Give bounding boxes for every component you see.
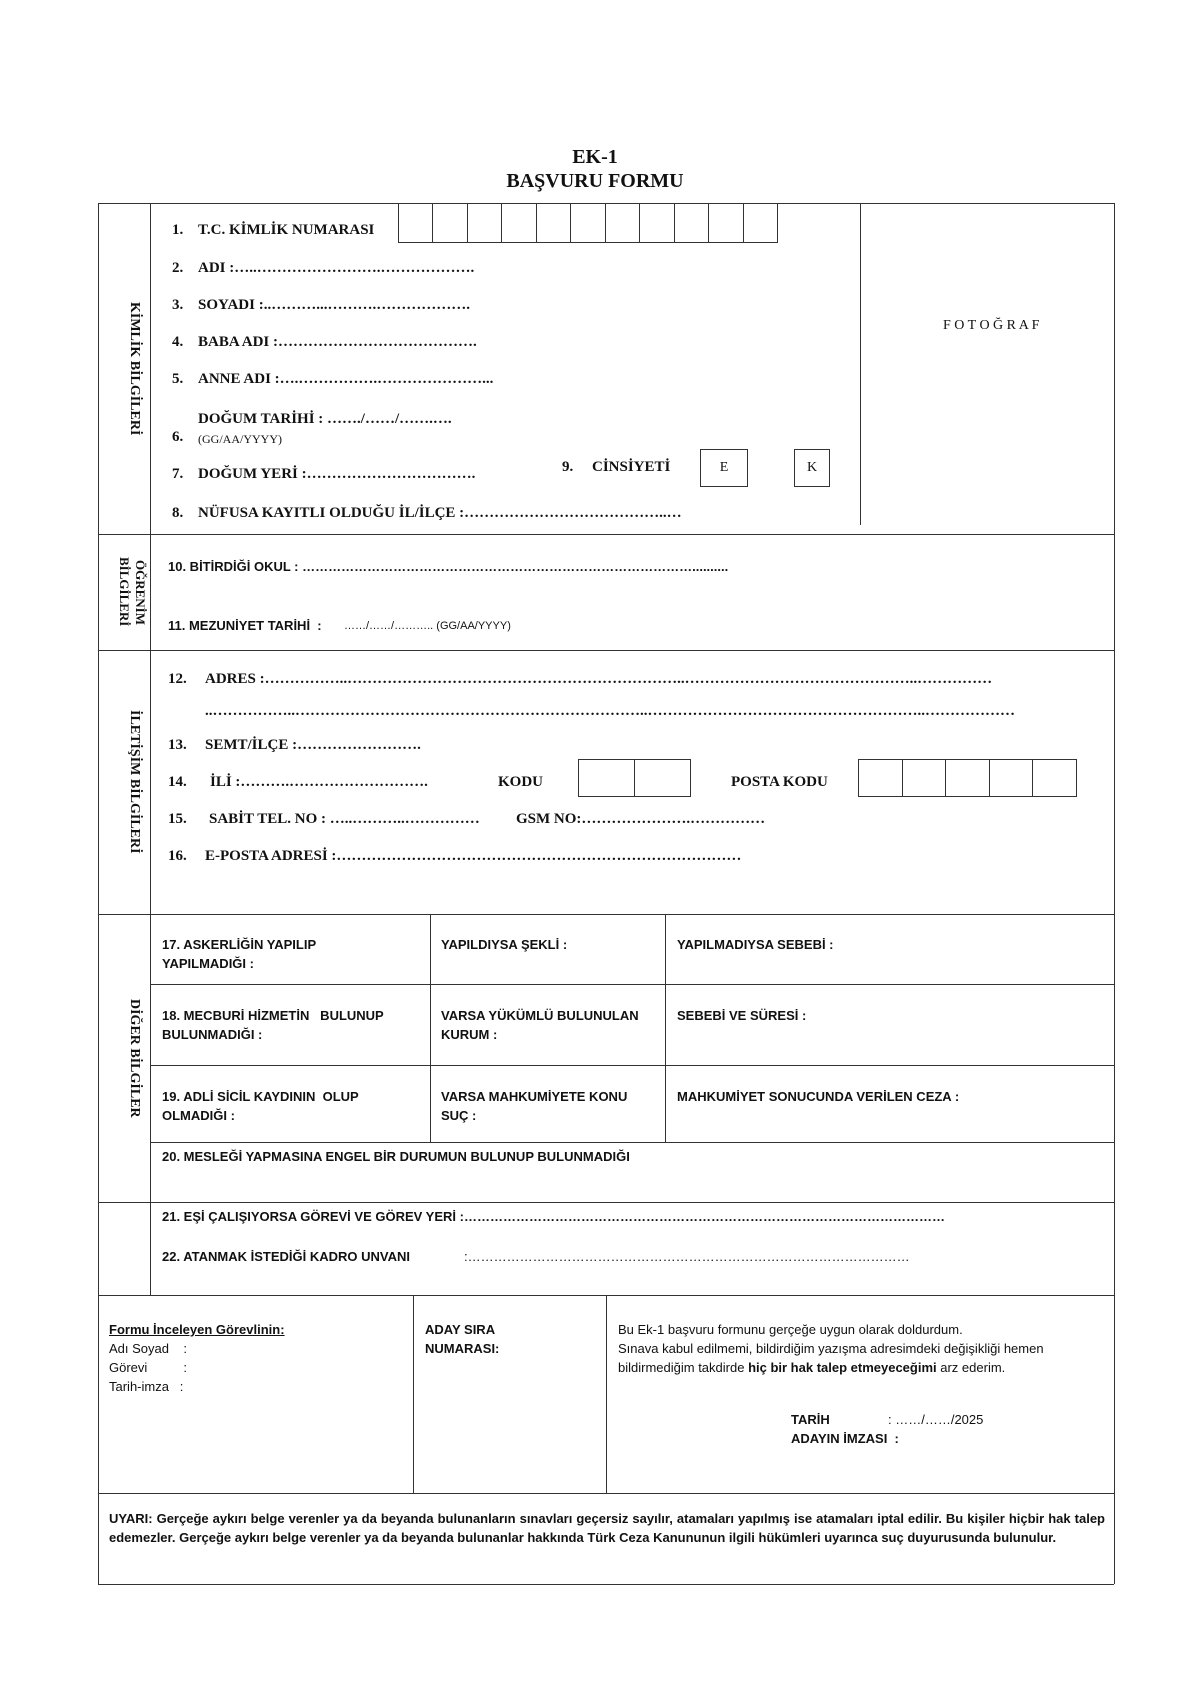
field-esi-gorevi: 21. EŞİ ÇALIŞIYORSA GÖREVİ VE GÖREV YERİ :………………………………………………………………………………………………… <box>162 1209 945 1224</box>
field-baba-adi: 4. BABA ADI :…………………………………. <box>172 334 477 350</box>
cell-yapilmadiysa-sebebi: YAPILMADIYSA SEBEBİ : <box>677 937 834 952</box>
field-bitirdigi-okul: 10. BİTİRDİĞİ OKUL : ……………………………………………………………………………….......... <box>168 559 729 574</box>
cinsiyet-k-box[interactable]: K <box>794 449 830 487</box>
cell-verilen-ceza: MAHKUMİYET SONUCUNDA VERİLEN CEZA : <box>677 1089 960 1104</box>
beyan-line-3: bildirmediğim takdirde hiç bir hak talep etmeyeceğimi arz ederim. <box>618 1360 1006 1375</box>
field-gsm: GSM NO:………………….…………… <box>516 811 766 827</box>
field-mezuniyet-tarihi: 11. MEZUNİYET TARİHİ : <box>168 618 322 633</box>
kodu-boxes[interactable] <box>578 759 691 797</box>
aday-sira-numarasi: ADAY SIRA NUMARASI: <box>425 1322 500 1356</box>
mezuniyet-tarihi-value: ……/……/……….. (GG/AA/YYYY) <box>344 620 511 632</box>
adayin-imzasi: ADAYIN İMZASI : <box>791 1431 899 1446</box>
field-sabit-tel: 15. SABİT TEL. NO : …..………..…………… <box>168 811 480 827</box>
gorevli-fields: Adı Soyad : Görevi : Tarih-imza : <box>109 1341 188 1394</box>
cell-mahkumiyet-suc: VARSA MAHKUMİYETE KONU SUÇ : <box>441 1089 628 1123</box>
dogum-tarihi-format: (GG/AA/YYYY) <box>198 432 282 446</box>
uyari-notice: UYARI: Gerçeğe aykırı belge verenler ya da beyanda bulunanların sınavları geçersiz sayılır, atamaları yapılmış ise atamaları iptal edilir. Bu kişiler hiçbir hak talep edemezler. Gerçeğe aykırı belge verenler ya da beyanda bulunanlar hakkında Türk Ceza Kanununun ilgili hükümleri uyarınca suç duyurusunda bulunulur. <box>109 1511 1105 1545</box>
section-label-kimlik: KİMLİK BİLGİLERİ <box>127 301 142 436</box>
beyan-line-1: Bu Ek-1 başvuru formunu gerçeğe uygun olarak doldurdum. <box>618 1322 963 1337</box>
field-dogum-yeri: 7. DOĞUM YERİ :……………………………. <box>172 466 476 482</box>
field-eposta: 16. E-POSTA ADRESİ :……………………………………………………………………… <box>168 848 742 864</box>
posta-kodu-boxes[interactable] <box>858 759 1077 797</box>
field-kodu-label: KODU <box>498 774 543 790</box>
cell-sebebi-suresi: SEBEBİ VE SÜRESİ : <box>677 1008 807 1023</box>
cell-askerlik: 17. ASKERLİĞİN YAPILIP YAPILMADIĞI : <box>162 937 317 971</box>
field-tc-kimlik: 1. T.C. KİMLİK NUMARASI <box>172 222 375 238</box>
field-dogum-tarihi: DOĞUM TARİHİ : ……./……/…….…. <box>198 411 452 427</box>
cinsiyet-e-box[interactable]: E <box>700 449 748 487</box>
field-nufus: 8. NÜFUSA KAYITLI OLDUĞU İL/İLÇE :…………………………………..… <box>172 505 682 521</box>
section-label-ogrenim: ÖĞRENİM BİLGİLERİ <box>117 557 148 627</box>
field-adi: 2. ADI :…..…………………….………………. <box>172 260 475 276</box>
gorevli-title: Formu İnceleyen Görevlinin: <box>109 1322 285 1337</box>
field-adres: 12. ADRES :……………..…………………………………………………………..………………………………………..…………… <box>168 671 993 687</box>
kadro-unvani-value: :………………………………………………………………………………………… <box>464 1249 910 1264</box>
cell-mecburi-hizmet: 18. MECBURİ HİZMETİN BULUNUP BULUNMADIĞI : <box>162 1008 384 1042</box>
beyan-line-2: Sınava kabul edilmemi, bildirdiğim yazışma adresimdeki değişikliği hemen <box>618 1341 1044 1356</box>
field-ili: 14. İLİ :……….………………………. <box>168 774 428 790</box>
form-title: BAŞVURU FORMU <box>506 170 684 192</box>
section-label-diger: DİĞER BİLGİLER <box>127 998 142 1118</box>
field-dogum-tarihi-num: 6. <box>172 429 184 445</box>
cell-adli-sicil: 19. ADLİ SİCİL KAYDININ OLUP OLMADIĞI : <box>162 1089 359 1123</box>
field-soyadi: 3. SOYADI :..………...……….………………. <box>172 297 470 313</box>
tarih-value: : ……/……/2025 <box>888 1412 984 1427</box>
section-label-iletisim: İLETİŞİM BİLGİLERİ <box>127 710 142 854</box>
field-cinsiyet: 9. CİNSİYETİ <box>562 459 671 475</box>
photo-placeholder: F O T O Ğ R A F <box>943 318 1040 333</box>
field-kadro-unvani: 22. ATANMAK İSTEDİĞİ KADRO UNVANI <box>162 1249 410 1264</box>
field-anne-adi: 5. ANNE ADI :….…………….…………………... <box>172 371 494 387</box>
cell-meslek-engel: 20. MESLEĞİ YAPMASINA ENGEL BİR DURUMUN BULUNUP BULUNMADIĞI <box>162 1149 630 1164</box>
form-code: EK-1 <box>572 146 618 168</box>
tc-kimlik-boxes[interactable] <box>398 203 778 243</box>
field-adres-cont: ..……………..……………………………………………………………..………………………………………………..……………… <box>205 703 1015 719</box>
cell-yukumlu-kurum: VARSA YÜKÜMLÜ BULUNULAN KURUM : <box>441 1008 639 1042</box>
field-semt: 13. SEMT/İLÇE :……………………. <box>168 737 421 753</box>
field-posta-kodu-label: POSTA KODU <box>731 774 828 790</box>
cell-yapildiysa-sekli: YAPILDIYSA ŞEKLİ : <box>441 937 568 952</box>
tarih-label: TARİH <box>791 1412 830 1427</box>
